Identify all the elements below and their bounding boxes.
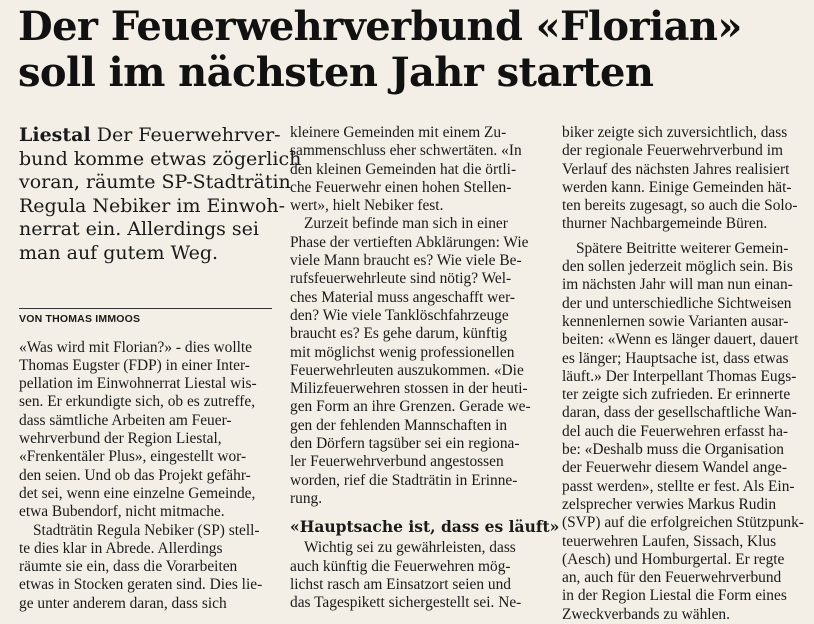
body-line: der regionale Feuerwehrverbund im <box>562 142 783 160</box>
lead-line: Der Feuerwehrver- <box>90 124 281 146</box>
body-line: Phase der vertieften Abklärungen: Wie <box>290 233 529 251</box>
body-line: den kleinen Gemeinden hat die örtli- <box>290 160 517 178</box>
body-line: pellation im Einwohnerrat Liestal wis- <box>19 375 257 393</box>
body-line: che Feuerwehr einen hohen Stellen- <box>290 178 512 196</box>
body-line: kleinere Gemeinden mit einem Zu- <box>290 124 507 141</box>
body-line: ter zeigte sich zufrieden. Er erinnerte <box>562 386 791 404</box>
body-line: lichst rasch am Einsatzort seien und <box>290 575 511 593</box>
body-line: det sei, wenn eine einzelne Gemeinde, <box>19 484 256 502</box>
body-line: beiten: «Wenn es länger dauert, dauert <box>562 331 799 349</box>
body-line: teuerwehren Laufen, Sissach, Klus <box>562 532 777 550</box>
body-line: daran, dass der gesellschaftliche Wan- <box>562 404 797 422</box>
lead-line: bund komme etwas zögerlich <box>19 147 302 170</box>
lead-line: man auf gutem Weg. <box>19 241 219 264</box>
body-line: den? Wie viele Tanklöschfahrzeuge <box>290 306 509 324</box>
author-byline: VON THOMAS IMMOOS <box>19 312 141 325</box>
column-2 <box>290 124 560 612</box>
body-line: räumte sie ein, dass die Vorarbeiten <box>19 558 238 576</box>
body-line: wert», hielt Nebiker fest. <box>290 197 444 215</box>
body-line: sammenschluss eher schwertäten. «In <box>290 142 522 160</box>
body-line: ten bereits zugesagt, so auch die Solo- <box>562 197 798 215</box>
body-line: der und unterschiedliche Sichtweisen <box>562 294 792 312</box>
body-line: gen der fehlenden Mannschaften in <box>290 416 508 434</box>
body-line: (SVP) auf die erfolgreichen Stützpunk- <box>562 514 804 532</box>
body-line: Milizfeuerwehren stossen in der heuti- <box>290 380 528 398</box>
body-line: im nächsten Jahr will man nun einan- <box>562 276 793 294</box>
body-line: «Was wird mit Florian?» - dies wollte <box>19 338 253 356</box>
body-line: ches Material muss angeschafft wer- <box>290 288 516 306</box>
headline-line-1: Der Feuerwehrverbund «Florian» <box>18 3 742 50</box>
body-line: del auch die Feuerwehren erfasst ha- <box>562 422 789 440</box>
body-line: sen. Er erkundigte sich, ob es zutreffe, <box>19 393 256 411</box>
body-text-col1 <box>19 339 272 613</box>
headline-line-2: soll im nächsten Jahr starten <box>18 49 654 96</box>
column-3 <box>562 124 814 624</box>
lead-line: voran, räumte SP-Stadträtin <box>19 171 291 194</box>
body-line: Spätere Beitritte weiterer Gemein- <box>576 239 789 257</box>
body-line: be: «Deshalb muss die Organisation <box>562 441 784 459</box>
body-line: den sollen jederzeit möglich sein. Bis <box>562 258 793 276</box>
body-line: wehrverbund der Region Liestal, <box>19 430 222 448</box>
body-line: es länger; Hauptsache ist, dass etwas <box>562 349 789 367</box>
body-text-col2-cont <box>290 539 543 612</box>
body-line: dass sämtliche Arbeiten am Feuer- <box>19 411 232 429</box>
lead-line: Regula Nebiker im Einwoh- <box>19 194 286 217</box>
body-line: «Frenkentäler Plus», eingestellt wor- <box>19 448 247 466</box>
body-line: mit möglichst wenig professionellen <box>290 343 515 361</box>
section-subheading: «Hauptsache ist, dass es läuft» <box>290 517 560 537</box>
body-line: Verlauf des nächsten Jahres realisiert <box>562 160 790 178</box>
body-line: werden kann. Einige Gemeinden hät- <box>562 178 792 196</box>
body-line: te dies klar in Abrede. Allerdings <box>19 539 223 557</box>
body-line: biker zeigte sich zuversichtlich, dass <box>562 124 788 141</box>
body-line: worden, rief die Stadträtin in Erinne- <box>290 471 518 489</box>
body-line: (Aesch) und Homburgertal. Er regte <box>562 550 785 568</box>
body-line: Stadträtin Regula Nebiker (SP) stell- <box>33 521 260 539</box>
body-line: Zurzeit befinde man sich in einer <box>304 215 508 233</box>
body-line: rufsfeuerwehrleute sind nötig? Wel- <box>290 270 512 288</box>
body-line: zelsprecher verwies Markus Rudin <box>562 495 777 513</box>
body-line: kennenlernen sowie Varianten ausar- <box>562 312 789 330</box>
body-line: thurner Nachbargemeinde Büren. <box>562 215 768 233</box>
body-line: ler Feuerwehrverbund angestossen <box>290 453 504 471</box>
body-text-col3 <box>562 124 814 624</box>
body-line: Wichtig sei zu gewährleisten, dass <box>304 539 516 557</box>
body-line: passt werden», stellte er fest. Als Ein- <box>562 477 795 495</box>
dateline-place: Liestal <box>19 124 91 146</box>
article-lead <box>19 124 302 266</box>
body-line: viele Mann braucht es? Wie viele Be- <box>290 252 522 270</box>
body-line: braucht es? Es gehe darum, künftig <box>290 325 508 343</box>
body-line: läuft.» Der Interpellant Thomas Eugs- <box>562 367 797 385</box>
lead-line: nerrat ein. Allerdings sei <box>19 218 259 241</box>
body-line: an, auch für den Feuerwehrverbund <box>562 569 782 587</box>
body-line: der Feuerwehr diesem Wandel ange- <box>562 459 787 477</box>
body-line: das Tagespikett sichergestellt sei. Ne- <box>290 594 522 612</box>
body-line: auch künftig die Feuerwehren mög- <box>290 557 511 575</box>
article-headline <box>18 4 808 96</box>
byline-divider <box>19 308 272 309</box>
body-line: in der Region Liestal die Form eines <box>562 587 787 605</box>
body-line: etwas in Stocken geraten sind. Dies lie- <box>19 576 263 594</box>
column-1 <box>19 124 302 613</box>
body-line: Thomas Eugster (FDP) in einer Inter- <box>19 356 250 374</box>
body-line: etwa Bubendorf, nicht mitmache. <box>19 503 225 521</box>
body-text-col2 <box>290 124 543 508</box>
body-line: den seien. Und ob das Projekt gefähr- <box>19 466 251 484</box>
body-line: ge unter anderem daran, dass sich <box>19 594 227 612</box>
body-line: den Dörfern tagsüber sei ein regiona- <box>290 435 520 453</box>
body-line: Feuerwehrleuten auszukommen. «Die <box>290 361 524 379</box>
body-line: rung. <box>290 489 323 507</box>
body-line: Zweckverbands zu wählen. <box>562 605 730 623</box>
body-line: gen Form an ihre Grenzen. Gerade we- <box>290 398 531 416</box>
